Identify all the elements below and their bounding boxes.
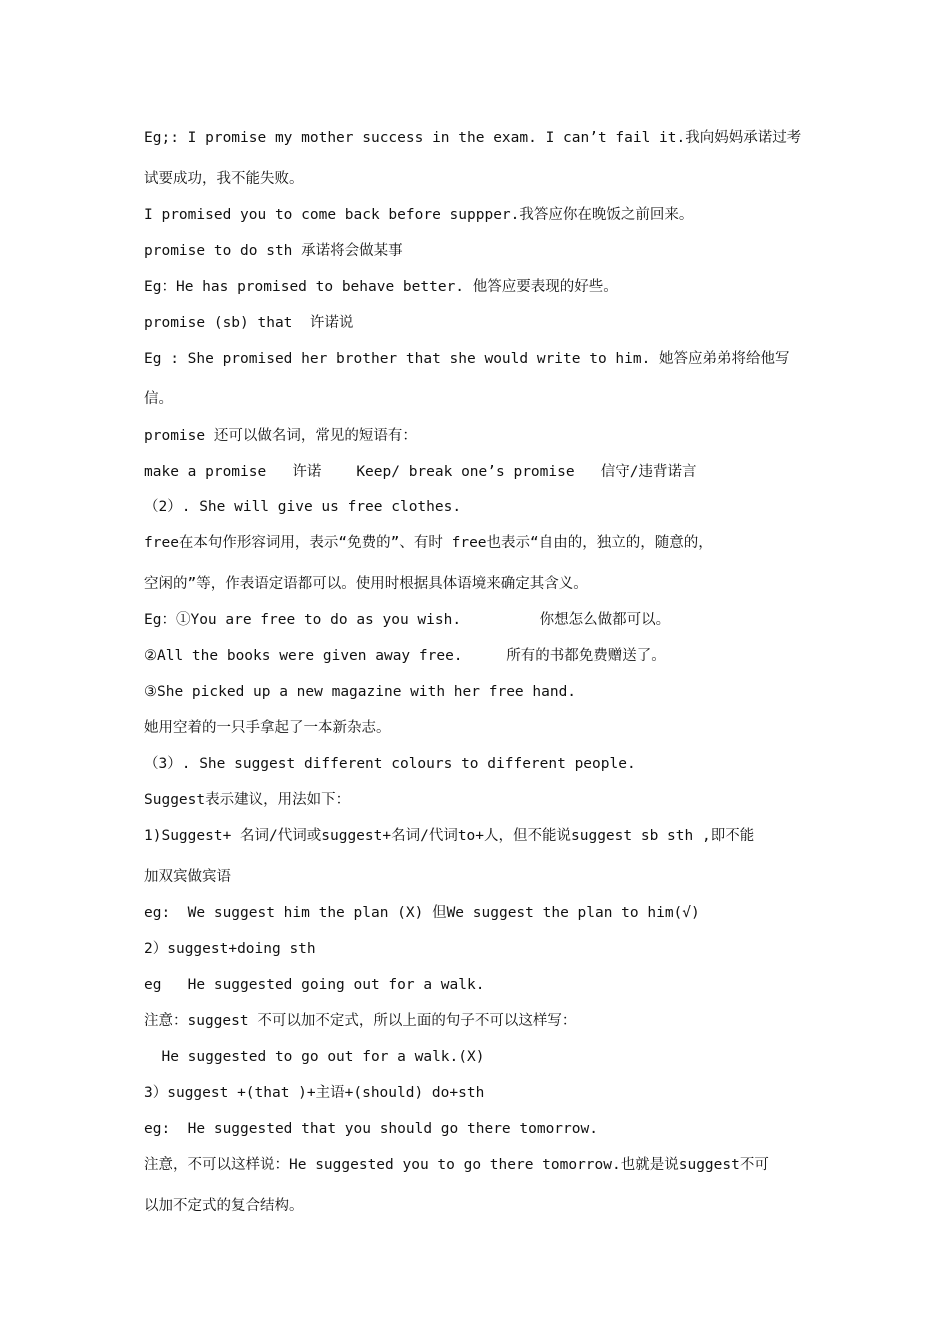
text-line: promise 还可以做名词，常见的短语有： <box>144 428 417 444</box>
text-line: I promised you to come back before suppper.我答应你在晚饭之前回来。 <box>144 207 694 223</box>
text-line: ②All the books were given away free. 所有的书都免费赠送了。 <box>144 648 666 664</box>
text-line: Suggest表示建议，用法如下： <box>144 792 351 808</box>
text-line: promise to do sth 承诺将会做某事 <box>144 243 403 259</box>
text-line: ③She picked up a new magazine with her free hand. <box>144 684 577 700</box>
text-line: Eg：He has promised to behave better. 他答应要表现的好些。 <box>144 279 618 295</box>
text-line: Eg：①You are free to do as you wish. 你想怎么做都可以。 <box>144 612 671 628</box>
text-line: eg: He suggested that you should go there tomorrow. <box>144 1121 598 1137</box>
text-line: He suggested to go out for a walk.(X) <box>144 1049 485 1065</box>
text-line: Eg : She promised her brother that she would write to him. 她答应弟弟将给他写 <box>144 351 790 367</box>
text-line: make a promise 许诺 Keep/ break one’s promise 信守/违背诺言 <box>144 464 697 480</box>
text-line: 试要成功，我不能失败。 <box>144 171 304 187</box>
text-line: 空闲的”等，作表语定语都可以。使用时根据具体语境来确定其含义。 <box>144 576 588 592</box>
text-line: 加双宾做宾语 <box>144 869 231 885</box>
text-line: free在本句作形容词用，表示“免费的”、有时 free也表示“自由的，独立的，随意的， <box>144 535 713 551</box>
text-line: 信。 <box>144 391 173 407</box>
text-line: 2）suggest+doing sth <box>144 941 316 957</box>
text-line: （2）. She will give us free clothes. <box>144 499 462 515</box>
text-line: Eg;: I promise my mother success in the exam. I can’t fail it.我向妈妈承诺过考 <box>144 130 802 146</box>
text-line: （3）. She suggest different colours to different people. <box>144 756 636 772</box>
text-line: 以加不定式的复合结构。 <box>144 1198 304 1214</box>
text-line: promise (sb) that 许诺说 <box>144 315 354 331</box>
text-line: 1)Suggest+ 名词/代词或suggest+名词/代词to+人，但不能说suggest sb sth ,即不能 <box>144 828 755 844</box>
text-line: 注意，不可以这样说：He suggested you to go there tomorrow.也就是说suggest不可 <box>144 1157 769 1173</box>
text-line: 注意：suggest 不可以加不定式，所以上面的句子不可以这样写： <box>144 1013 577 1029</box>
text-line: eg: We suggest him the plan (X) 但We suggest the plan to him(√) <box>144 905 700 921</box>
text-line: eg He suggested going out for a walk. <box>144 977 485 993</box>
text-line: 3）suggest +(that )+主语+(should) do+sth <box>144 1085 485 1101</box>
text-line: 她用空着的一只手拿起了一本新杂志。 <box>144 720 391 736</box>
